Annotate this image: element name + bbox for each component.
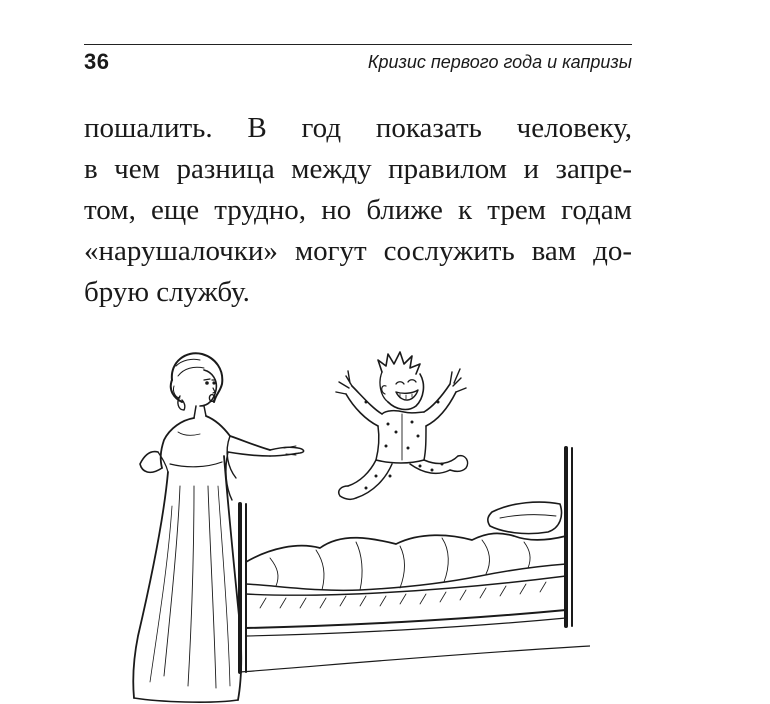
child-figure bbox=[336, 352, 468, 499]
chapter-title: Кризис первого года и капризы bbox=[367, 52, 632, 72]
illustration bbox=[120, 336, 590, 704]
page-number: 36 bbox=[84, 49, 110, 74]
text-line: в чем разница между правилом и запре- bbox=[84, 153, 632, 185]
body-paragraph bbox=[84, 108, 632, 313]
bed bbox=[240, 448, 590, 672]
running-head bbox=[84, 44, 632, 85]
illustration-drawing bbox=[120, 336, 590, 704]
text-line: том, еще трудно, но ближе к трем годам bbox=[84, 194, 632, 226]
woman-figure bbox=[133, 353, 303, 702]
text-line: брую службу. bbox=[84, 276, 250, 308]
text-line: пошалить. В год показать человеку, bbox=[84, 112, 632, 144]
text-line: «нарушалочки» могут сослужить вам до- bbox=[84, 235, 632, 267]
